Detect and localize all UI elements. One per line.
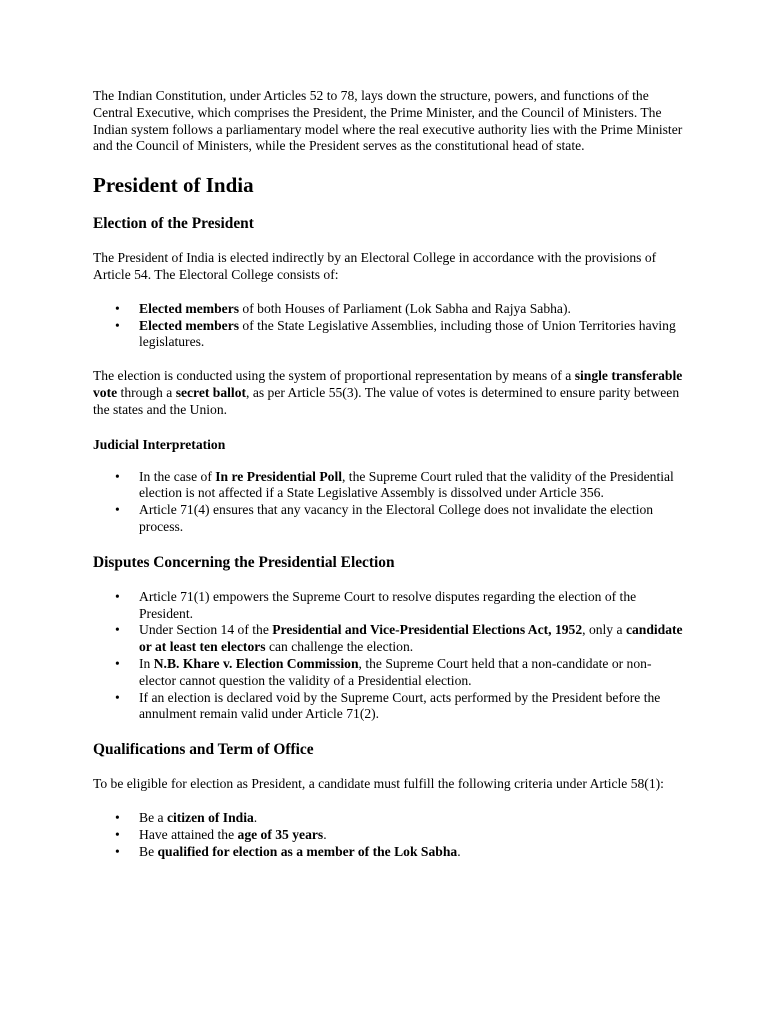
text-span: Be: [139, 843, 158, 859]
bullet-icon: •: [115, 655, 120, 671]
text-span: through a: [117, 384, 176, 400]
bold-text: In re Presidential Poll: [215, 468, 342, 484]
bold-text: citizen of India: [166, 809, 254, 825]
qualifications-paragraph: To be eligible for election as President, a candidate must fulfill the following criteria under Article 58(1):: [93, 776, 664, 792]
electoral-college-list: [93, 301, 683, 351]
text-span: In the case of: [139, 468, 216, 484]
election-paragraph-2: [93, 368, 683, 418]
document-content: [93, 88, 683, 860]
bold-text: qualified for election as a member of the Lok Sabha: [157, 843, 458, 859]
item-text: of both Houses of Parliament (Lok Sabha and Rajya Sabha).: [239, 300, 571, 316]
bullet-icon: •: [115, 689, 120, 705]
list-item: [93, 810, 683, 827]
bullet-icon: •: [115, 317, 120, 333]
list-item: [93, 622, 683, 656]
election-paragraph-1: The President of India is elected indirectly by an Electoral College in accordance with the provisions of Article 54. The Electoral College consists of:: [93, 250, 657, 282]
list-item: [93, 844, 683, 861]
text-span: In: [139, 655, 154, 671]
text-span: Have attained the: [139, 826, 238, 842]
text-span: , as per Article 55(3). The value of votes is determined to ensure parity between the states and the Union.: [93, 384, 680, 417]
list-item: [93, 469, 683, 503]
text-span: Be a: [139, 809, 167, 825]
text-span: can challenge the election.: [265, 639, 414, 655]
text-span: , the Supreme Court ruled that the validity of the Presidential election is not affected if a State Legislative Assembly is dissolved under Article 356.: [139, 468, 674, 501]
bullet-icon: •: [115, 622, 120, 638]
judicial-list: [93, 469, 683, 536]
bold-text: Presidential and Vice-Presidential Elections Act, 1952: [272, 622, 583, 638]
text-span: , the Supreme Court held that a non-candidate or non-elector cannot question the validity of a Presidential election.: [139, 655, 652, 688]
text-span: Article 71(4) ensures that any vacancy in the Electoral College does not invalidate the election process.: [139, 502, 654, 534]
bullet-icon: •: [115, 502, 120, 518]
text-span: Article 71(1) empowers the Supreme Court to resolve disputes regarding the election of the President.: [139, 588, 637, 621]
text-span: .: [253, 809, 258, 825]
list-item: [93, 690, 683, 724]
qualifications-list: [93, 810, 683, 860]
text-span: .: [323, 826, 327, 842]
bold-text: N.B. Khare v. Election Commission: [153, 655, 359, 671]
text-span: The election is conducted using the system of proportional representation by means of a: [93, 368, 575, 384]
disputes-heading: Disputes Concerning the Presidential Election: [93, 553, 395, 571]
election-heading: Election of the President: [93, 215, 254, 233]
bullet-icon: •: [115, 300, 120, 316]
intro-paragraph: The Indian Constitution, under Articles 52 to 78, lays down the structure, powers, and functions of the Central Executive, which comprises the President, the Prime Minister, and the Council of Ministers. The Indian system follows a parliamentary model where the real executive authority lies with the Prime Minister and the Council of Ministers, while the President serves as the constitutional head of state.: [93, 88, 683, 154]
bullet-icon: •: [115, 588, 120, 604]
item-text: of the State Legislative Assemblies, including those of Union Territories having legislatures.: [139, 317, 676, 350]
bold-text: secret ballot: [175, 384, 247, 400]
bold-text: age of 35 years: [237, 826, 324, 842]
page-title: President of India: [93, 173, 254, 198]
disputes-list: [93, 589, 683, 723]
bold-text: single transferable vote: [93, 368, 683, 400]
text-span: Under Section 14 of the: [139, 622, 273, 638]
list-item: [93, 827, 683, 844]
bold-text: Elected members: [139, 317, 240, 333]
text-span: , only a: [582, 622, 626, 638]
judicial-heading: Judicial Interpretation: [93, 436, 226, 452]
list-item: [93, 589, 683, 623]
bullet-icon: •: [115, 826, 120, 842]
bullet-icon: •: [115, 809, 120, 825]
text-span: If an election is declared void by the Supreme Court, acts performed by the President before the annulment remain valid under Article 71(2).: [139, 689, 661, 722]
bold-text: Elected members: [139, 300, 240, 316]
list-item: [93, 656, 683, 690]
qualifications-heading: Qualifications and Term of Office: [93, 741, 314, 759]
bullet-icon: •: [115, 843, 120, 859]
bold-text: candidate or at least ten electors: [139, 622, 683, 655]
bullet-icon: •: [115, 468, 120, 484]
list-item: [93, 318, 683, 352]
list-item: [93, 301, 683, 318]
list-item: [93, 502, 683, 536]
text-span: .: [457, 843, 461, 859]
